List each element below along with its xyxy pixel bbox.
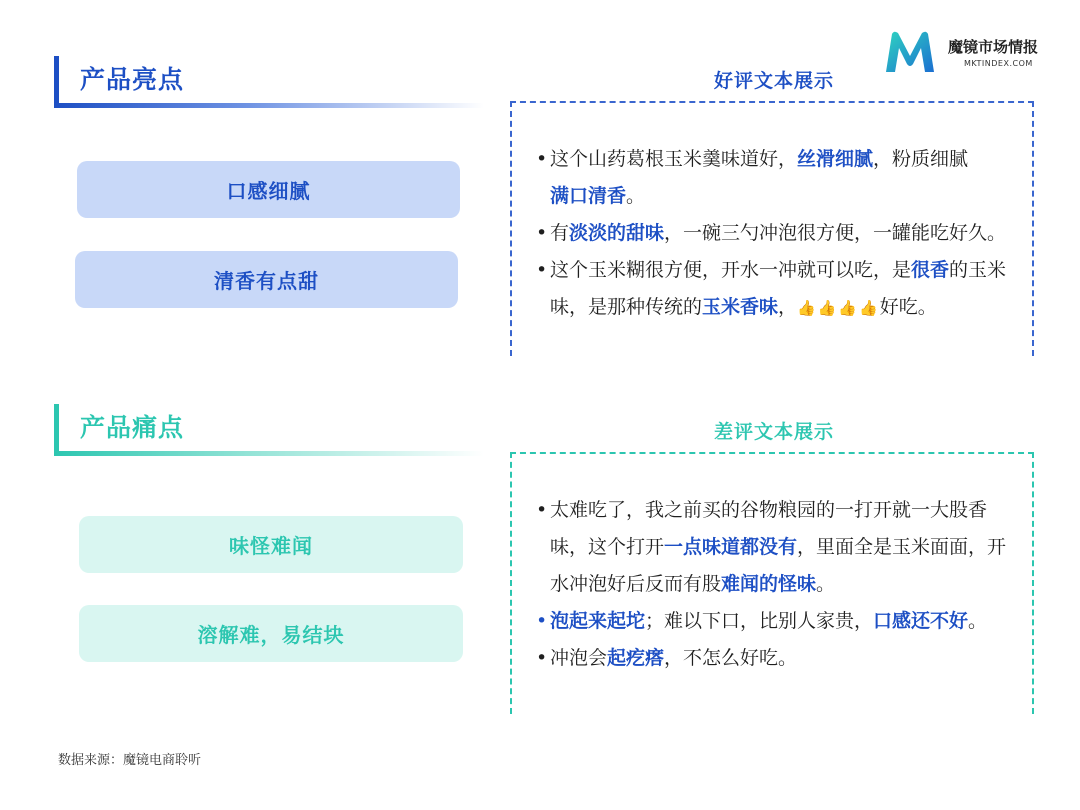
bullet: •: [536, 499, 548, 521]
section-accent-bar: [54, 56, 59, 108]
bullet: •: [536, 259, 548, 281]
review-item: [536, 640, 1016, 677]
review-item: [536, 603, 1016, 640]
section-underline: [54, 451, 484, 456]
bad-reviews-title: 差评文本展示: [713, 421, 834, 443]
good-reviews-list: [536, 141, 1016, 327]
review-text: ，不怎么好吃。: [664, 647, 798, 669]
review-text: 。: [816, 573, 836, 595]
review-text: ，一碗三勺冲泡很方便，一罐能吃好久。: [664, 222, 1007, 244]
highlights-title: 产品亮点: [80, 65, 185, 94]
pain-point-pill: 溶解难，易结块: [79, 605, 463, 662]
review-item: [536, 141, 1016, 215]
good-reviews-box: [510, 101, 1034, 356]
section-accent-bar: [54, 404, 59, 456]
review-item: [536, 215, 1016, 252]
bullet: •: [536, 647, 548, 669]
brand-domain: MKTINDEX.COM: [964, 59, 1033, 68]
review-keyword: 满口清香: [550, 185, 627, 207]
review-keyword: 一点味道都没有: [664, 536, 798, 558]
review-text: ，: [778, 296, 798, 318]
review-text: 的玉米味，是那种传统的: [550, 259, 1007, 318]
review-text: 这个玉米糊很方便，开水一冲就可以吃，是: [550, 259, 912, 281]
review-item: [536, 492, 1016, 603]
review-text: 。: [968, 610, 988, 632]
bad-reviews-box: [510, 452, 1034, 714]
review-keyword: 起疙瘩: [607, 647, 665, 669]
section-underline: [54, 103, 484, 108]
review-text: 好吃。: [879, 296, 937, 318]
review-keyword: 泡起来起坨: [550, 610, 646, 632]
review-keyword: 丝滑细腻: [797, 148, 874, 170]
review-text: 太难吃了，我之前买的谷物粮园的一打开就一大股香味，这个打开: [550, 499, 988, 558]
bullet: •: [536, 222, 548, 244]
review-keyword: 口感还不好: [873, 610, 969, 632]
highlight-pill: 口感细腻: [77, 161, 460, 218]
review-text: 这个山药葛根玉米羹味道好，: [550, 148, 798, 170]
review-keyword: 难闻的怪味: [721, 573, 817, 595]
data-source-note: 数据来源：魔镜电商聆听: [58, 753, 202, 768]
bullet: •: [536, 610, 548, 632]
review-item: [536, 252, 1016, 327]
review-text: ；难以下口，比别人家贵，: [645, 610, 874, 632]
pain-points-title: 产品痛点: [80, 413, 185, 442]
review-text: 。: [626, 185, 646, 207]
highlights-section-header: [54, 56, 484, 108]
bullet: •: [536, 148, 548, 170]
highlight-pill: 清香有点甜: [75, 251, 458, 308]
pain-point-pill: 味怪难闻: [79, 516, 463, 573]
review-text: 冲泡会: [550, 647, 608, 669]
brand-name: 魔镜市场情报: [948, 38, 1039, 56]
good-reviews-title: 好评文本展示: [713, 70, 834, 92]
review-text: ，里面全是玉米面面，开水冲泡好后反而有股: [550, 536, 1007, 595]
review-keyword: 很香: [911, 259, 950, 281]
review-keyword: 玉米香味: [702, 296, 779, 318]
bad-reviews-list: [536, 492, 1016, 677]
review-keyword: 淡淡的甜味: [569, 222, 665, 244]
pain-points-section-header: [54, 404, 484, 456]
review-text: 有: [550, 222, 570, 244]
thumbs-up-icon: 👍👍👍👍: [797, 299, 880, 317]
review-text: ，粉质细腻: [873, 148, 969, 170]
